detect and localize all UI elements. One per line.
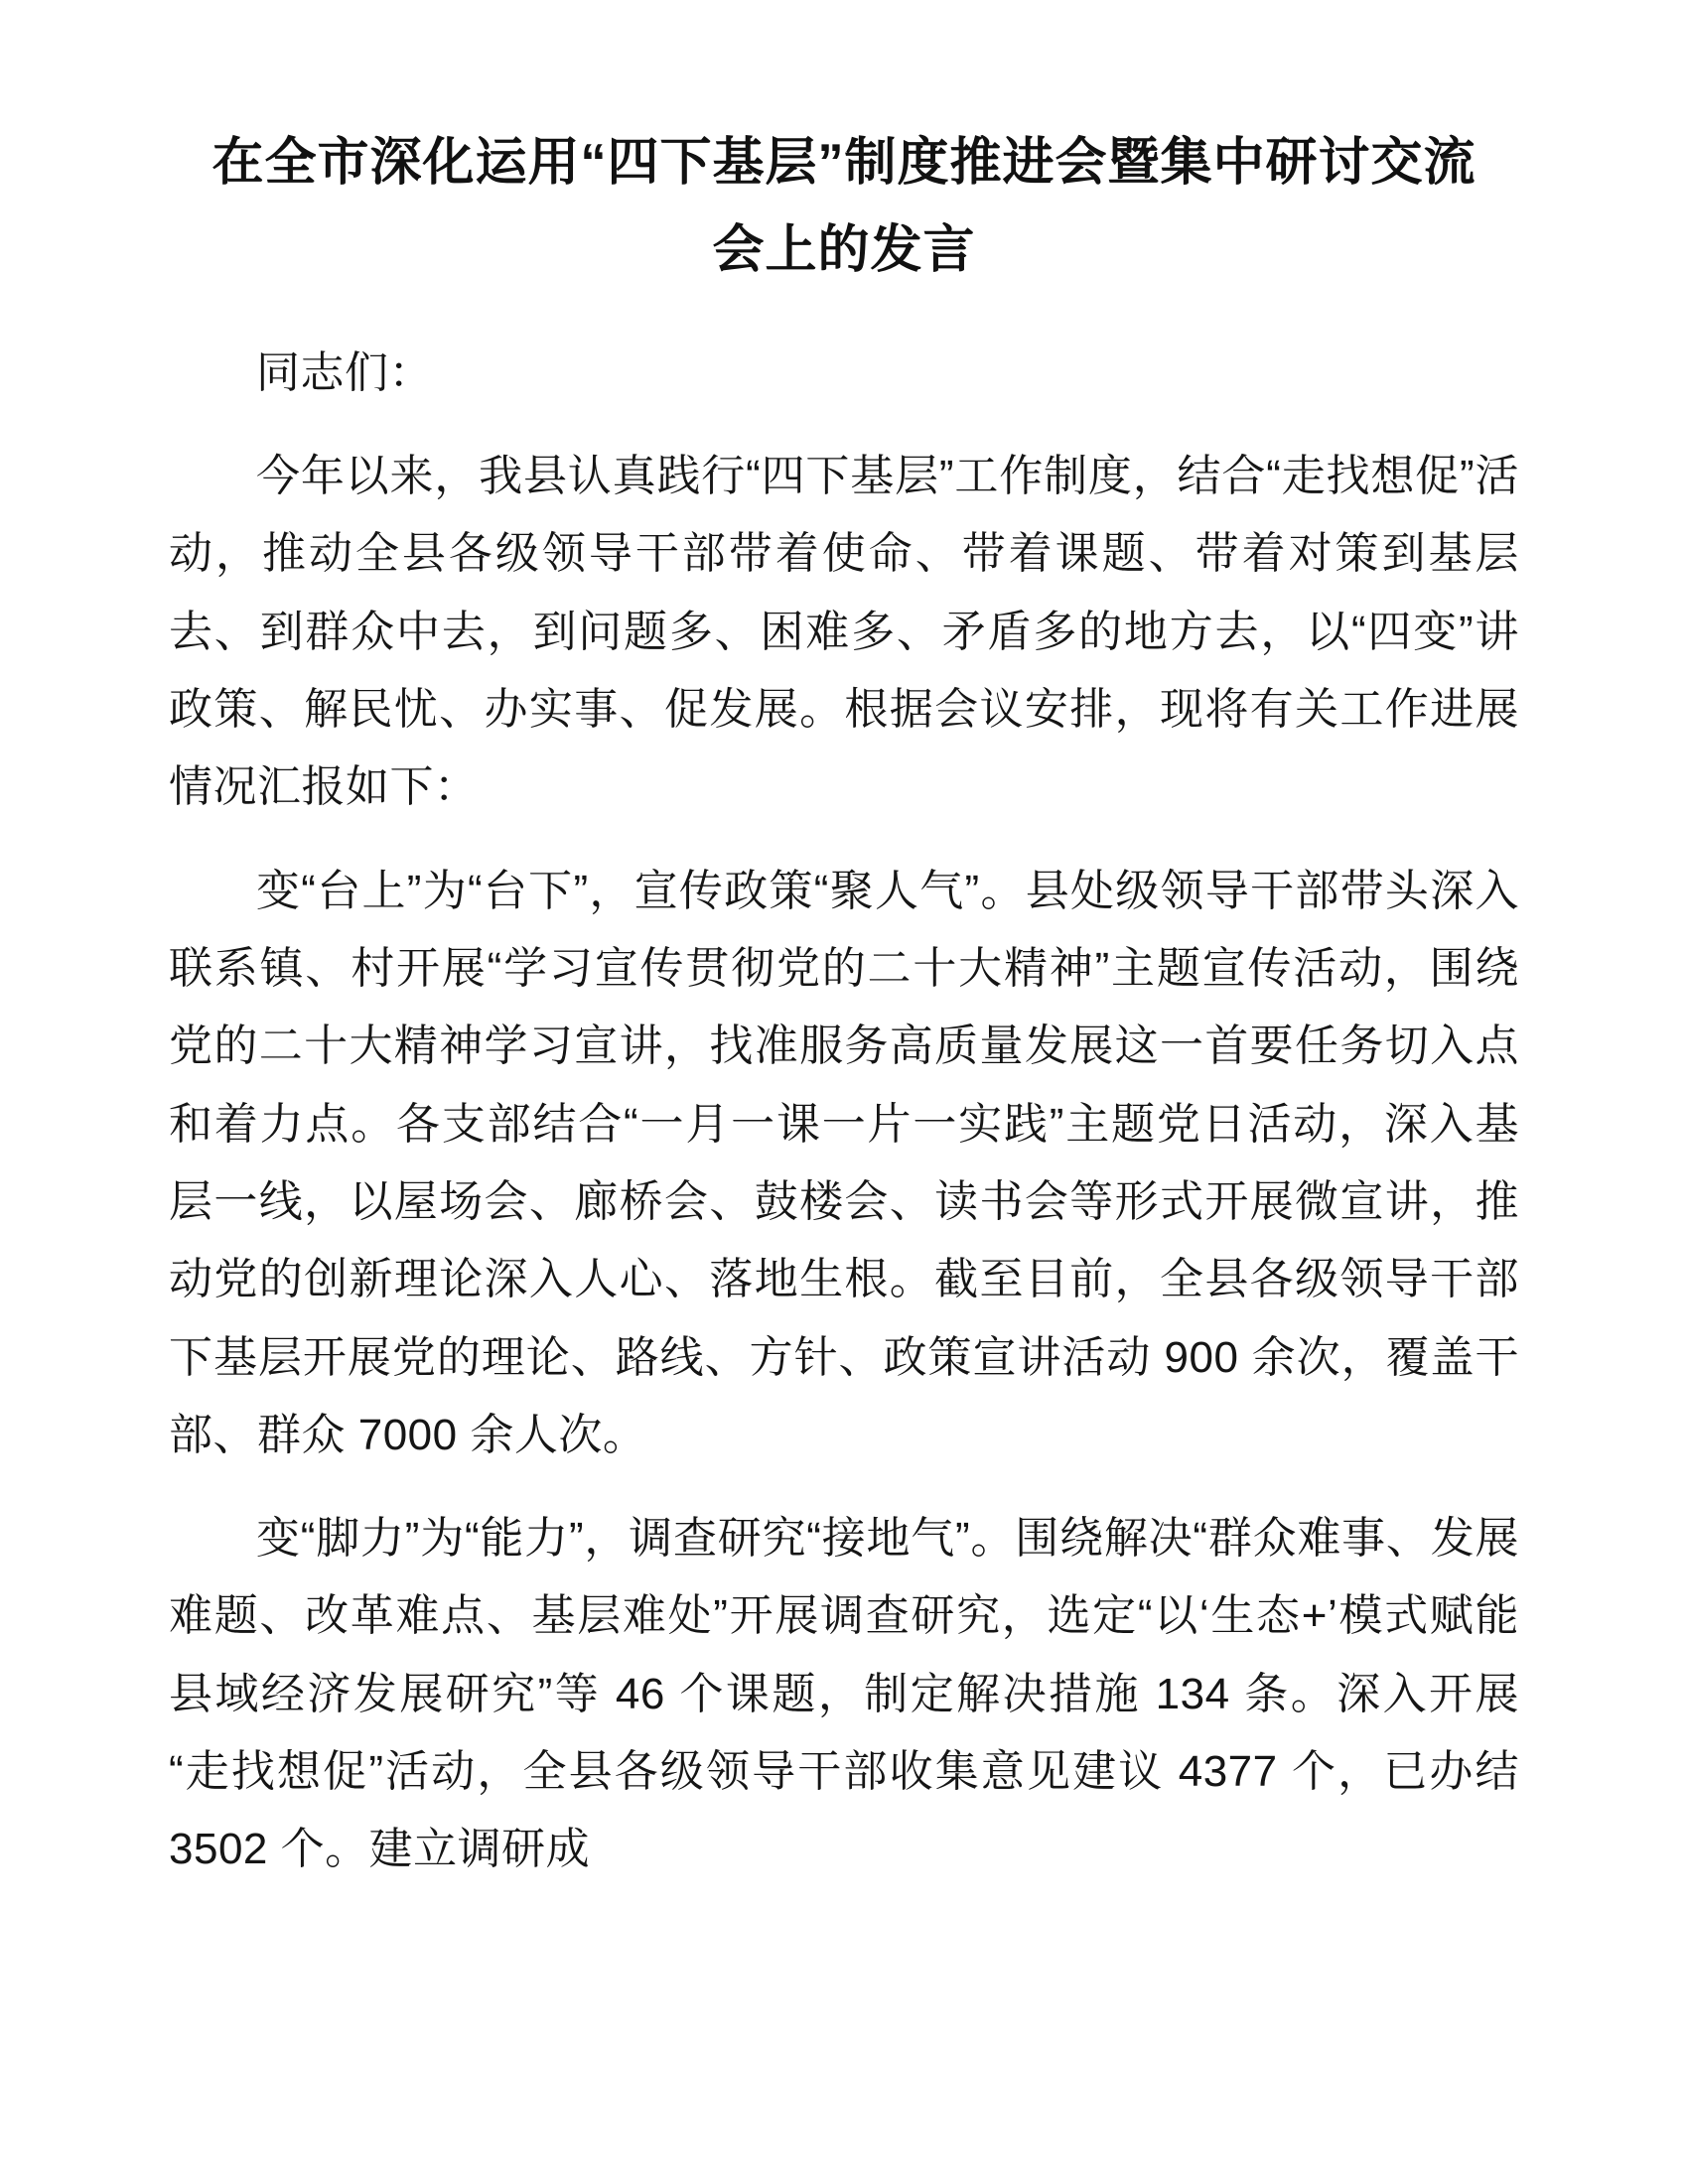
document-title: 在全市深化运用“四下基层”制度推进会暨集中研讨交流会上的发言 [211,134,1477,280]
paragraph-section-2: 变“脚力”为“能力”，调查研究“接地气”。围绕解决“群众难事、发展难题、改革难点、基层难处”开展调查研究，选定“以‘生态+’模式赋能县域经济发展研究”等 46 个课题，制定解决措施 134 条。深入开展“走找想促”活动，全县各级领导干部收集意见建议 4377 个，已办结 3502 个。建立调研成 [169,1514,1519,1874]
salutation-paragraph: 同志们： [256,347,433,397]
paragraph-section-1: 变“台上”为“台下”，宣传政策“聚人气”。县处级领导干部带头深入联系镇、村开展“学习宣传贯彻党的二十大精神”主题宣传活动，围绕党的二十大精神学习宣讲，找准服务高质量发展这一首要任务切入点和着力点。各支部结合“一月一课一片一实践”主题党日活动，深入基层一线，以屋场会、廊桥会、鼓楼会、读书会等形式开展微宣讲，推动党的创新理论深入人心、落地生根。截至目前，全县各级领导干部下基层开展党的理论、路线、方针、政策宣讲活动 900 余次，覆盖干部、群众 7000 余人次。 [169,866,1519,1459]
paragraph-intro: 今年以来，我县认真践行“四下基层”工作制度，结合“走找想促”活动，推动全县各级领导干部带着使命、带着课题、带着对策到基层去、到群众中去，到问题多、困难多、矛盾多的地方去，以“四变”讲政策、解民忧、办实事、促发展。根据会议安排，现将有关工作进展情况汇报如下： [169,452,1519,812]
